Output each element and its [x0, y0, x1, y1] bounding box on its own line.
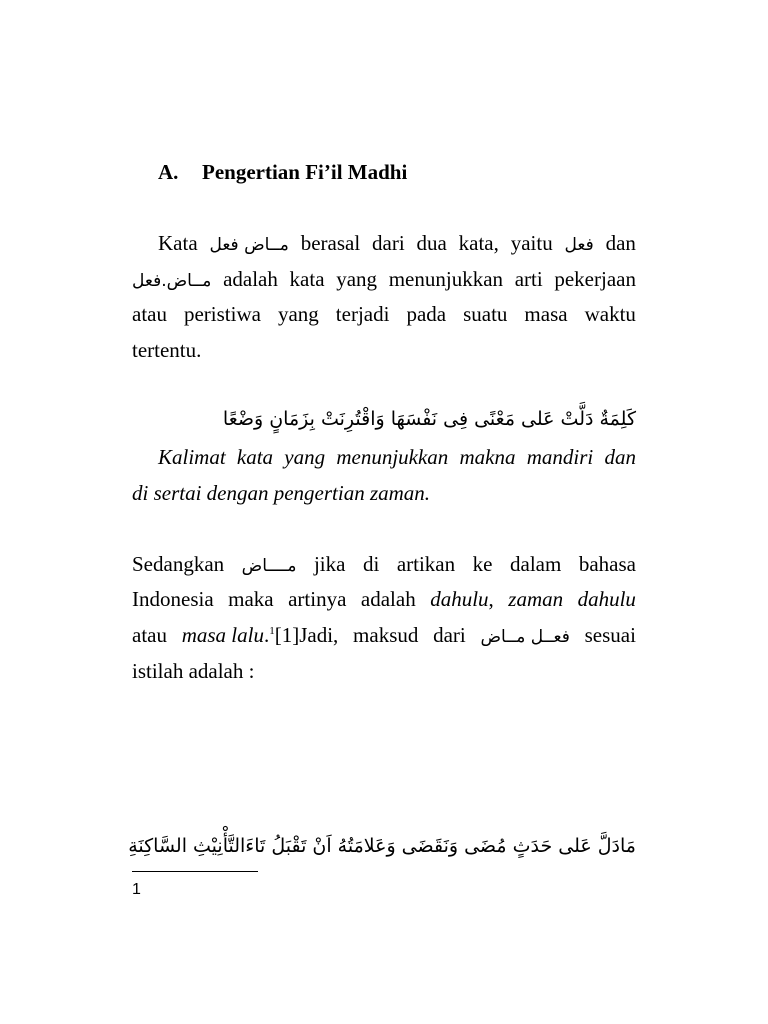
word: arti: [514, 267, 543, 291]
word: peristiwa: [183, 302, 261, 326]
arabic-word: مــاض فعل: [209, 235, 289, 255]
word: bahasa: [578, 552, 636, 576]
footnote-ref[interactable]: 1: [269, 625, 275, 637]
word: maka: [228, 587, 274, 611]
arabic-word: مــاض.فعل: [132, 271, 212, 291]
word: ke: [472, 552, 493, 576]
translation-line2: di sertai dengan pengertian zaman.: [132, 481, 431, 505]
word: yaitu: [510, 231, 553, 255]
word: dari: [433, 623, 466, 647]
word: dan: [605, 231, 636, 255]
arabic-definition-1: كَلِمَةٌ دَلَّتْ عَلى مَعْنًى فِى نَفْسَهَا وَاقْتُرِنَتْ بِزَمَانٍ وَضْعًا: [222, 408, 636, 430]
word: dua: [416, 231, 447, 255]
word: di: [362, 552, 380, 576]
para2-line3: [132, 621, 636, 649]
translation-line1: [132, 443, 636, 471]
word: menunjukkan: [388, 267, 504, 291]
arabic-word: مــــاض: [241, 556, 297, 576]
punctuation: ,: [488, 587, 494, 611]
word: jika: [313, 552, 346, 576]
word: menunjukkan: [336, 445, 449, 469]
para1-line3: [132, 300, 636, 328]
para2-line2: [132, 585, 636, 613]
word: makna: [459, 445, 516, 469]
word: [1]Jadi,: [274, 623, 339, 647]
word: dari: [372, 231, 405, 255]
word: terjadi: [335, 302, 390, 326]
word: dahulu: [577, 587, 636, 611]
section-title: Pengertian Fi’il Madhi: [202, 160, 408, 184]
footnote-number: 1: [132, 881, 141, 898]
word: dahulu: [430, 587, 489, 611]
word: maksud: [353, 623, 419, 647]
word: Kata: [158, 231, 198, 255]
para1-line4: tertentu.: [132, 338, 202, 362]
word: adalah: [360, 587, 416, 611]
word: dalam: [510, 552, 562, 576]
word: pada: [406, 302, 447, 326]
word: Sedangkan: [132, 552, 225, 576]
word: masa: [524, 302, 568, 326]
word: masa lalu: [181, 623, 264, 647]
punctuation: .: [263, 623, 270, 647]
word: berasal: [300, 231, 361, 255]
arabic-word: فعل: [564, 235, 594, 255]
word: pekerjaan: [554, 267, 636, 291]
word: suatu: [463, 302, 508, 326]
word: yang: [284, 445, 326, 469]
word: zaman: [508, 587, 564, 611]
word: artikan: [396, 552, 456, 576]
word: Kalimat: [158, 445, 226, 469]
footnote-divider: [132, 871, 258, 872]
word: kata: [236, 445, 274, 469]
word: mandiri: [526, 445, 594, 469]
para2-line4: istilah adalah :: [132, 659, 255, 683]
word: atau: [132, 623, 167, 647]
word: adalah: [223, 267, 278, 291]
para1-line2: [132, 265, 636, 293]
arabic-definition-2: مَادَلَّ عَلى حَدَثٍ مُضَى وَنَقَضَى وَعَلامَتُهُ اَنْ تَقْبَلُ تَاءَالتَّأْنِيْثِ السَّاكِنَةِ: [128, 835, 636, 857]
word: dan: [604, 445, 636, 469]
para1-line1: [132, 229, 636, 257]
section-heading: [158, 160, 407, 185]
word: Indonesia: [132, 587, 214, 611]
word: atau: [132, 302, 167, 326]
word: kata: [289, 267, 325, 291]
word: sesuai: [584, 623, 636, 647]
para2-line1: [132, 550, 636, 578]
word: waktu: [584, 302, 636, 326]
word: yang: [336, 267, 378, 291]
word: kata,: [458, 231, 499, 255]
word: yang: [277, 302, 319, 326]
arabic-word: فعــل مــاض: [480, 627, 570, 647]
section-number: A.: [158, 160, 179, 184]
word: artinya: [288, 587, 347, 611]
